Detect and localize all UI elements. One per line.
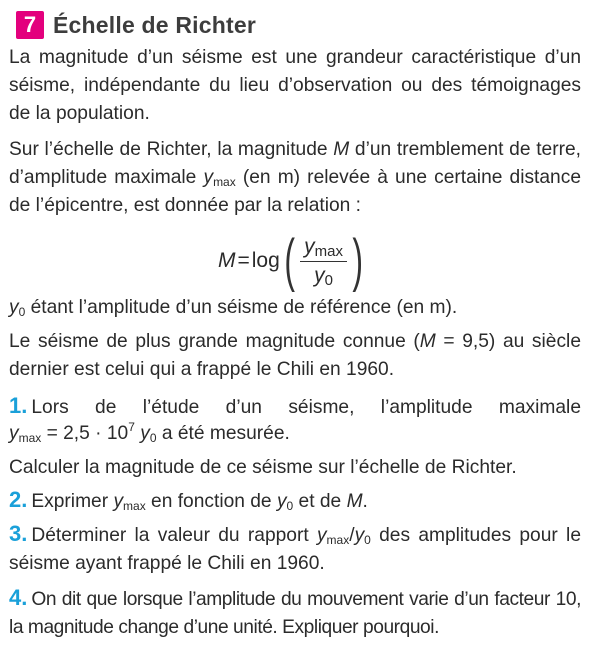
question-4: 4. On dit que lorsque l’amplitude du mouvement varie d’un facteur 10, la magnitude change d’une unité. Expliquer pourquoi. (9, 585, 581, 638)
question-4-number: 4. (9, 585, 28, 610)
question-2-number: 2. (9, 487, 28, 512)
y0-definition: $y_0$ étant l’amplitude d’un séisme de référence (en m). (9, 297, 458, 319)
question-1-line-1: 1. Lors de l’étude d’un séisme, l’amplitude maximale (9, 393, 581, 418)
left-paren: ( (284, 228, 295, 293)
exercise-number-badge: 7 (16, 11, 44, 39)
right-paren: ) (352, 228, 363, 293)
formula-equals: = (237, 249, 250, 272)
question-3-number: 3. (9, 521, 28, 546)
chile-paragraph: Le séisme de plus grande magnitude connue (M = 9,5) au siècle dernier est celui qui a frappé le Chili en 1960. (9, 331, 581, 380)
fraction-numerator: $y_{max}$ (300, 235, 347, 262)
exercise-header (16, 8, 256, 42)
formula-lhs: M (218, 249, 236, 272)
question-2: 2. Exprimer $y_{max}$ en fonction de $y_0$ et de M. (9, 487, 368, 513)
question-1-number: 1. (9, 393, 28, 418)
formula-fraction (300, 235, 347, 288)
exercise-title: Échelle de Richter (53, 11, 257, 38)
formula-log: log (251, 249, 280, 272)
question-1-follow-up: Calculer la magnitude de ce séisme sur l’échelle de Richter. (9, 457, 517, 478)
intro-paragraph-1: La magnitude d’un séisme est une grandeur caractéristique d’un séisme, indépendante du lieu d’observation ou des témoignages de la population. (9, 47, 581, 124)
question-1-line-2: $y_{max} = 2,5 \cdot 10^7$ $y_0$ a été mesurée. (9, 420, 290, 445)
fraction-denominator: $y_0$ (314, 263, 333, 289)
question-3: 3. Déterminer la valeur du rapport $y_{max}/y_0$ des amplitudes pour le séisme ayant frappé le Chili en 1960. (9, 521, 581, 574)
intro-paragraph-2: Sur l’échelle de Richter, la magnitude M d’un tremblement de terre, d’amplitude maximale $y_{max}$ (en m) relevée à une certaine distance de l’épicentre, est donnée par la relation : (9, 139, 581, 216)
richter-formula (218, 230, 367, 292)
